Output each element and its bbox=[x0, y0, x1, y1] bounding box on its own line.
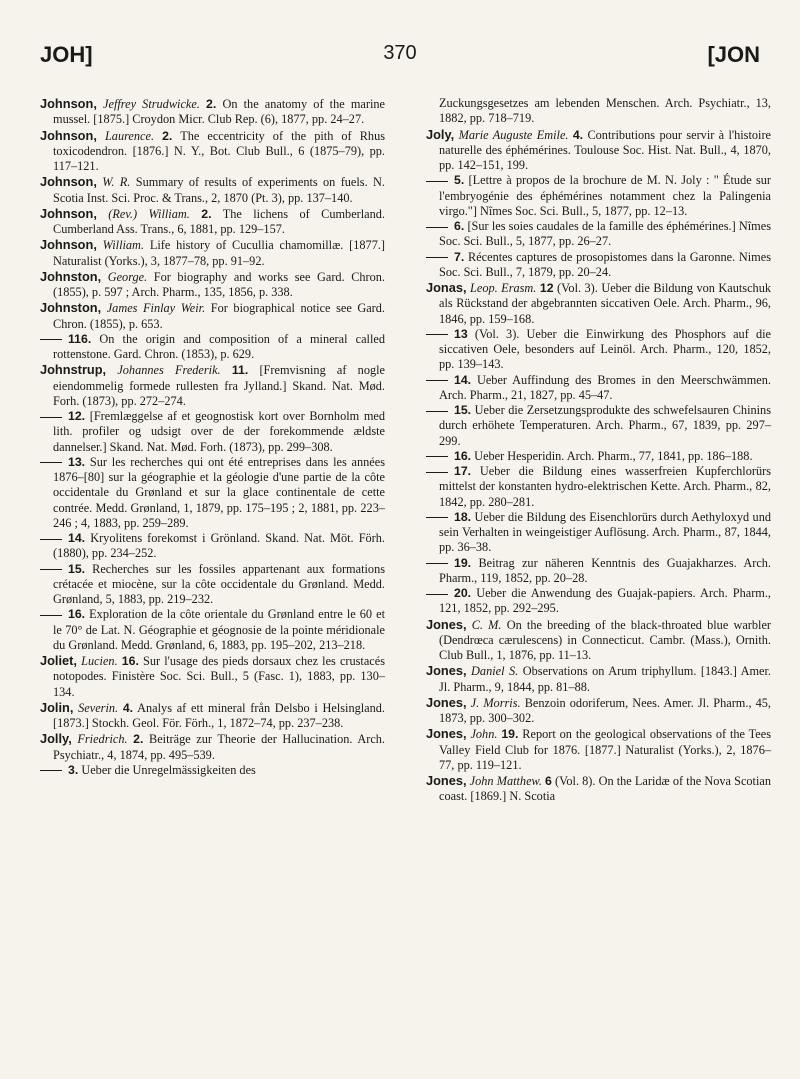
bibliography-entry bbox=[40, 731, 385, 763]
ditto-dash bbox=[426, 472, 448, 473]
ditto-dash bbox=[426, 181, 448, 182]
entry-number: 4. bbox=[572, 127, 584, 142]
bibliography-entry bbox=[426, 556, 771, 587]
entry-text: Kryolitens forekomst i Grönland. Skand. Nat. Möt. Förh. (1880), pp. 234–252. bbox=[53, 531, 385, 561]
bibliography-entry bbox=[426, 449, 771, 464]
entry-text: Contributions pour servir à l'histoire naturelle des éphémérines. Toulouse Soc. Hist. Nat. Bull., 4, 1870, pp. 142–151, 199. bbox=[439, 127, 772, 172]
bibliography-entry bbox=[40, 763, 385, 778]
entry-text: (Vol. 3). Ueber die Bildung von Kautschuk als Rückstand der abgebrannten siccativen Oele. Arch. Pharm., 96, 1846, pp. 159–168. bbox=[439, 281, 771, 326]
author-given-name: J. Morris. bbox=[470, 695, 521, 710]
bibliography-entry bbox=[426, 617, 771, 664]
bibliography-entry bbox=[40, 96, 385, 128]
entry-text: Récentes captures de prosopistomes dans la Garonne. Nimes Soc. Sci. Bull., 7, 1879, pp. 20–24. bbox=[439, 249, 771, 279]
entry-text: Analys af ett mineral från Delsbo i Helsingland. [1873.] Stockh. Geol. För. Förh., 1, 1872–74, pp. 237–238. bbox=[53, 700, 386, 730]
ditto-dash bbox=[40, 539, 62, 540]
author-given-name: (Rev.) William. bbox=[108, 206, 190, 221]
entry-text: Ueber Auffindung des Bromes in den Meerschwämmen. Arch. Pharm., 21, 1827, pp. 45–47. bbox=[439, 372, 771, 402]
page-number: 370 bbox=[383, 42, 417, 64]
bibliography-entry bbox=[426, 586, 771, 617]
bibliography-entry bbox=[40, 269, 385, 301]
entry-text: For biographical notice see Gard. Chron. (1855), p. 653. bbox=[53, 301, 386, 331]
entry-text: [Fremlæggelse af et geognostisk kort over Bornholm med lith. profiler og udsigt over de der forekommende ældste dannelser.] Skand. Nat. Mød. Forh. (1873), pp. 299–308. bbox=[53, 409, 385, 454]
entry-number: 16. bbox=[68, 607, 86, 622]
bibliography-entry bbox=[40, 237, 385, 269]
ditto-dash bbox=[40, 569, 62, 570]
left-column bbox=[40, 96, 385, 778]
entry-number: 14. bbox=[68, 531, 86, 545]
author-surname: Johnson, bbox=[40, 127, 97, 143]
entry-text: Zuckungsgesetzes am lebenden Menschen. Arch. Psychiatr., 13, 1882, pp. 718–719. bbox=[439, 96, 771, 126]
author-given-name: George. bbox=[107, 269, 148, 284]
entry-number: 2. bbox=[162, 128, 173, 143]
entry-text: On the breeding of the black-throated blue warbler (Dendrœca cærulescens) in Connecticut. Cambr. (Mass.), Ornith. Club Bull., 1, 1876, pp. 11–13. bbox=[439, 617, 772, 662]
bibliography-entry bbox=[40, 300, 385, 332]
bibliography-entry bbox=[426, 695, 771, 727]
author-given-name: Leop. Erasm. bbox=[470, 281, 537, 295]
bibliography-entry bbox=[426, 96, 771, 127]
author-surname: Johnson, bbox=[40, 205, 97, 221]
entry-number: 6 bbox=[545, 774, 552, 788]
author-given-name: Lucien. bbox=[81, 654, 118, 668]
entry-number: 20. bbox=[454, 586, 472, 600]
entry-text: On the anatomy of the marine mussel. [1875.] Croydon Micr. Club Rep. (6), 1877, pp. 24–27. bbox=[53, 97, 385, 127]
entry-number: 2. bbox=[206, 97, 217, 111]
entry-number: 13. bbox=[68, 454, 86, 469]
entry-text: Sur les recherches qui ont été entreprises dans les années 1876–[80] sur la géographie et la géologie d'une partie de la côte occidentale du Grønland et sur la glace continentale de cette contrée. Medd. Grønland, 1, 1879, pp. 175–195 ; 2, 1881, pp. 223–246 ; 4, 1883, pp. 259–289. bbox=[53, 454, 385, 530]
ditto-dash bbox=[40, 462, 62, 463]
author-given-name: John. bbox=[470, 727, 498, 742]
entry-number: 3. bbox=[68, 762, 79, 777]
entry-text: Ueber die Unregelmässigkeiten des bbox=[78, 762, 256, 777]
entry-text: Beiträge zur Theorie der Hallucination. Arch. Psychiatr., 4, 1874, pp. 495–539. bbox=[53, 732, 386, 762]
entry-number: 16. bbox=[121, 654, 139, 668]
running-header bbox=[40, 42, 760, 82]
author-given-name: C. M. bbox=[471, 617, 502, 632]
ditto-dash bbox=[40, 339, 62, 340]
entry-number: 15. bbox=[454, 403, 472, 417]
bibliography-entry bbox=[40, 531, 385, 562]
author-given-name: Johannes Frederik. bbox=[117, 363, 221, 378]
entry-text: [Sur les soies caudales de la famille des éphémérines.] Nîmes Soc. Sci. Bull., 5, 1877, pp. 26–27. bbox=[439, 219, 771, 249]
author-given-name: Daniel S. bbox=[471, 664, 519, 679]
bibliography-entry bbox=[426, 280, 771, 327]
bibliography-entry bbox=[426, 250, 771, 281]
entry-text: [Lettre à propos de la brochure de M. N. Joly : " Étude sur l'embryogénie des éphémérines notamment chez la Palingenia virgo."] Nîmes Soc. Sci. Bull., 5, 1877, pp. 12–13. bbox=[439, 173, 771, 218]
author-given-name: Friedrich. bbox=[77, 732, 128, 747]
ditto-dash bbox=[426, 563, 448, 564]
bibliography-entry bbox=[426, 510, 771, 556]
entry-text: (Vol. 3). Ueber die Einwirkung des Phosphors auf die siccativen Oele, besonders auf Leinöl. Arch. Pharm., 120, 1852, pp. 139–143. bbox=[439, 326, 771, 372]
author-given-name: W. R. bbox=[102, 175, 131, 190]
author-surname: Jonas, bbox=[426, 280, 467, 295]
author-surname: Jones, bbox=[426, 694, 467, 710]
entry-number: 17. bbox=[454, 464, 472, 478]
entry-number: 12. bbox=[68, 409, 86, 423]
entry-text: Summary of results of experiments on fuels. N. Scotia Inst. Sci. Proc. & Trans., 2, 1870 (Pt. 3), pp. 137–140. bbox=[53, 175, 385, 205]
author-surname: Johnston, bbox=[40, 268, 102, 284]
bibliography-entry bbox=[40, 700, 385, 732]
entry-number: 15. bbox=[68, 561, 86, 576]
entry-text: Ueber die Zersetzungsprodukte des schwefelsauren Chinins durch erhöhete Temperaturen. Arch. Pharm., 67, 1839, pp. 297–299. bbox=[439, 403, 771, 448]
author-given-name: Jeffrey Strudwicke. bbox=[103, 97, 200, 111]
bibliography-entry bbox=[426, 327, 771, 373]
entry-number: 2. bbox=[201, 206, 212, 221]
bibliography-entry bbox=[40, 174, 385, 206]
bibliography-entry bbox=[40, 607, 385, 653]
entry-text: Ueber die Bildung des Eisenchlorürs durch Aethyloxyd und sein Verhalten in weingeistiger Auflösung. Arch. Pharm., 87, 1844, pp. 36–38. bbox=[439, 509, 771, 555]
entry-text: Ueber Hesperidin. Arch. Pharm., 77, 1841, pp. 186–188. bbox=[471, 448, 753, 463]
bibliography-entry bbox=[426, 726, 771, 773]
ditto-dash bbox=[426, 411, 448, 412]
author-surname: Jolin, bbox=[40, 699, 74, 715]
header-right-guideword: [JON bbox=[707, 42, 760, 67]
ditto-dash bbox=[426, 334, 448, 335]
ditto-dash bbox=[40, 417, 62, 418]
bibliography-entry bbox=[426, 373, 771, 404]
entry-number: 12 bbox=[539, 281, 554, 295]
entry-number: 5. bbox=[454, 173, 465, 188]
entry-text: Exploration de la côte orientale du Grønland entre le 60 et le 70° de Lat. N. Géographie et géognosie de la pointe méridionale du Grønland. Medd. Grønland, 6, 1883, pp. 195–202, 213–218. bbox=[53, 607, 385, 652]
ditto-dash bbox=[426, 456, 448, 457]
author-surname: Jones, bbox=[426, 663, 467, 679]
author-surname: Jones, bbox=[426, 726, 467, 742]
header-left-guideword: JOH] bbox=[40, 42, 93, 67]
bibliography-entry bbox=[40, 332, 385, 363]
right-column bbox=[426, 96, 771, 805]
author-given-name: John Matthew. bbox=[469, 774, 542, 788]
entry-number: 19. bbox=[454, 555, 472, 570]
entry-number: 2. bbox=[133, 732, 144, 747]
entry-text: For biography and works see Gard. Chron. (1855), p. 597 ; Arch. Pharm., 135, 1856, p. 338. bbox=[53, 269, 386, 299]
bibliography-entry bbox=[40, 455, 385, 531]
author-surname: Johnson, bbox=[40, 174, 97, 190]
bibliography-entry bbox=[426, 464, 771, 510]
entry-number: 7. bbox=[454, 249, 465, 264]
ditto-dash bbox=[40, 615, 62, 616]
entry-text: The lichens of Cumberland. Cumberland Ass. Trans., 6, 1881, pp. 129–157. bbox=[53, 206, 386, 236]
ditto-dash bbox=[426, 227, 448, 228]
author-given-name: William. bbox=[102, 238, 145, 253]
author-given-name: Severin. bbox=[78, 700, 119, 715]
entry-text: [Fremvisning af nogle eiendommelig formede rullesten fra Jylland.] Skand. Nat. Mød. Forh. (1873), pp. 272–274. bbox=[53, 363, 385, 408]
entry-text: The eccentricity of the pith of Rhus toxicodendron. [1876.] N. Y., Bot. Club Bull., 6 (1875–79), pp. 117–121. bbox=[53, 128, 386, 173]
bibliography-entry bbox=[40, 206, 385, 238]
bibliography-entry bbox=[426, 127, 771, 174]
entry-number: 14. bbox=[454, 372, 472, 387]
entry-text: Benzoin odoriferum, Nees. Amer. Jl. Pharm., 45, 1873, pp. 300–302. bbox=[439, 695, 772, 725]
author-given-name: Laurence. bbox=[104, 128, 155, 143]
entry-text: Observations on Arum triphyllum. [1843.] Amer. Jl. Pharm., 9, 1844, pp. 81–88. bbox=[439, 664, 772, 694]
bibliography-entry bbox=[426, 403, 771, 449]
author-surname: Jones, bbox=[426, 616, 467, 632]
author-surname: Johnson, bbox=[40, 237, 97, 253]
entry-text: Sur l'usage des pieds dorsaux chez les crustacés notopodes. Finistère Soc. Sci. Bull., 5 (Fasc. 1), 1883, pp. 130–134. bbox=[53, 654, 386, 699]
entry-number: 19. bbox=[501, 727, 519, 742]
bibliography-entry bbox=[426, 663, 771, 695]
author-given-name: James Finlay Weir. bbox=[106, 301, 206, 316]
entry-text: On the origin and composition of a mineral called rottenstone. Gard. Chron. (1853), p. 629. bbox=[53, 331, 385, 361]
entry-number: 116. bbox=[68, 331, 92, 346]
entry-text: Beitrag zur näheren Kenntnis des Guajakharzes. Arch. Pharm., 119, 1852, pp. 20–28. bbox=[439, 555, 771, 585]
author-given-name: Marie Auguste Emile. bbox=[458, 127, 569, 142]
author-surname: Johnstrup, bbox=[40, 362, 107, 378]
bibliography-entry bbox=[426, 773, 771, 805]
entry-text: (Vol. 8). On the Laridæ of the Nova Scotian coast. [1869.] N. Scotia bbox=[439, 774, 771, 804]
entry-text: Ueber die Anwendung des Guajak-papiers. Arch. Pharm., 121, 1852, pp. 292–295. bbox=[439, 586, 771, 616]
entry-number: 6. bbox=[454, 219, 465, 233]
bibliography-entry bbox=[40, 562, 385, 608]
ditto-dash bbox=[40, 770, 62, 771]
bibliography-entry bbox=[426, 173, 771, 219]
bibliography-entry bbox=[426, 219, 771, 250]
author-surname: Joliet, bbox=[40, 653, 77, 668]
ditto-dash bbox=[426, 594, 448, 595]
bibliography-entry bbox=[40, 128, 385, 175]
author-surname: Johnston, bbox=[40, 300, 102, 316]
ditto-dash bbox=[426, 257, 448, 258]
bibliography-entry bbox=[40, 362, 385, 409]
author-surname: Johnson, bbox=[40, 96, 97, 111]
bibliography-entry bbox=[40, 409, 385, 455]
entry-number: 11. bbox=[231, 363, 249, 378]
ditto-dash bbox=[426, 380, 448, 381]
author-surname: Jones, bbox=[426, 773, 467, 788]
entry-text: Ueber die Bildung eines wasserfreien Kupferchlorürs mittelst der konstanten hydro-elektrischen Kette. Arch. Pharm., 82, 1842, pp. 280–281. bbox=[439, 464, 771, 509]
entry-number: 13 bbox=[454, 326, 468, 341]
author-surname: Jolly, bbox=[40, 731, 72, 747]
entry-text: Recherches sur les fossiles appartenant aux formations crétacée et miocène, sur la côte occidentale du Grønland. Medd. Grønland, 5, 1883, pp. 219–232. bbox=[53, 561, 385, 606]
entry-text: Life history of Cucullia chamomillæ. [1877.] Naturalist (Yorks.), 3, 1877–78, pp. 91–92. bbox=[53, 238, 386, 268]
entry-number: 18. bbox=[454, 509, 472, 524]
entry-number: 4. bbox=[122, 700, 134, 715]
entry-text: Report on the geological observations of the Tees Valley Field Club for 1876. [1877.] Naturalist (Yorks.), 2, 1876–77, pp. 119–121. bbox=[439, 727, 772, 772]
ditto-dash bbox=[426, 517, 448, 518]
entry-number: 16. bbox=[454, 448, 472, 463]
bibliography-entry bbox=[40, 653, 385, 700]
author-surname: Joly, bbox=[426, 126, 455, 142]
